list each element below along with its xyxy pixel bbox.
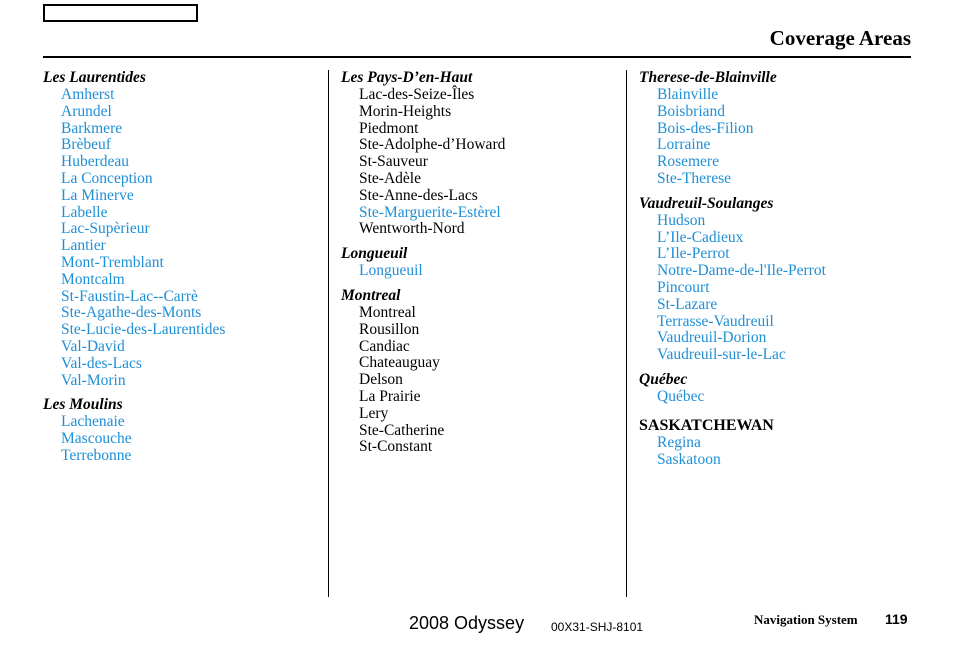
city-item: Ste-Catherine [359, 421, 445, 439]
column-divider [626, 70, 627, 597]
column-3 [639, 68, 924, 468]
city-link[interactable]: Vaudreuil-sur-le-Lac [657, 346, 786, 364]
header-rule [43, 56, 911, 58]
city-link[interactable]: Labelle [61, 203, 108, 221]
city-link[interactable]: Notre-Dame-de-l'Ile-Perrot [657, 262, 826, 280]
city-link[interactable]: Val-Morin [61, 371, 126, 389]
city-link[interactable]: Montcalm [61, 270, 125, 288]
city-list [639, 435, 924, 469]
city-item: Ste-Anne-des-Lacs [359, 186, 478, 204]
city-link[interactable]: St-Faustin-Lac--Carrè [61, 287, 198, 305]
city-item: Ste-Adolphe-d’Howard [359, 136, 506, 154]
region-heading: Les Moulins [43, 396, 123, 414]
city-link[interactable]: Val-des-Lacs [61, 354, 142, 372]
region-heading: Vaudreuil-Soulanges [639, 194, 774, 212]
city-link[interactable]: Arundel [61, 102, 112, 120]
column-divider [328, 70, 329, 597]
city-link[interactable]: Pincourt [657, 278, 710, 296]
city-list [639, 389, 924, 406]
city-link[interactable]: Ste-Lucie-des-Laurentides [61, 321, 226, 339]
city-link[interactable]: Amherst [61, 86, 115, 103]
column-2 [341, 68, 626, 456]
city-link[interactable]: Québec [657, 387, 705, 405]
city-list [639, 87, 924, 188]
city-item: Wentworth-Nord [359, 220, 465, 238]
city-link[interactable]: Barkmere [61, 119, 123, 137]
page-number: 119 [885, 611, 908, 627]
city-link[interactable]: Terrebonne [61, 446, 132, 464]
city-link[interactable]: Mascouche [61, 430, 132, 448]
city-link[interactable]: Huberdeau [61, 153, 129, 171]
city-link[interactable]: Ste-Therese [657, 169, 732, 187]
city-list [43, 87, 328, 389]
city-link[interactable]: Ste-Agathe-des-Monts [61, 304, 202, 322]
region-heading: Montreal [341, 286, 401, 304]
city-item: Lery [359, 404, 389, 422]
city-item: Montreal [359, 303, 416, 321]
column-1 [43, 68, 328, 465]
city-item: St-Constant [359, 438, 433, 456]
region-heading: Longueuil [341, 245, 408, 263]
footer-section-name: Navigation System [754, 612, 858, 627]
city-link[interactable]: Blainville [657, 86, 719, 103]
region-heading: Therese-de-Blainville [639, 69, 777, 86]
city-link[interactable]: La Minerve [61, 186, 134, 204]
city-link[interactable]: Regina [657, 433, 701, 451]
region-heading: Québec [639, 370, 688, 388]
city-link[interactable]: Lachenaie [61, 413, 125, 431]
city-item: Piedmont [359, 119, 419, 137]
region-heading: Les Laurentides [43, 69, 146, 86]
city-link[interactable]: Ste-Marguerite-Estèrel [359, 203, 501, 221]
city-link[interactable]: Lorraine [657, 136, 711, 154]
city-link[interactable]: Mont-Tremblant [61, 253, 164, 271]
city-item: Ste-Adèle [359, 169, 421, 187]
city-link[interactable]: Vaudreuil-Dorion [657, 329, 767, 347]
city-item: Morin-Heights [359, 102, 452, 120]
city-link[interactable]: Val-David [61, 337, 125, 355]
footer-model: 2008 Odyssey [409, 613, 525, 633]
city-item: Chateauguay [359, 354, 440, 372]
city-link[interactable]: La Conception [61, 169, 153, 187]
city-link[interactable]: Saskatoon [657, 450, 721, 468]
city-link[interactable]: Hudson [657, 211, 706, 229]
region-heading: Les Pays-D’en-Haut [341, 69, 473, 86]
city-item: Delson [359, 371, 403, 389]
footer-code: 00X31-SHJ-8101 [551, 620, 644, 634]
city-item: La Prairie [359, 387, 421, 405]
city-list [341, 263, 626, 280]
city-list [341, 305, 626, 456]
header-box [43, 4, 198, 22]
city-item: Rousillon [359, 320, 420, 338]
city-link[interactable]: L’Ile-Cadieux [657, 228, 744, 246]
city-list [43, 414, 328, 464]
city-item: Candiac [359, 337, 410, 355]
city-link[interactable]: Brèbeuf [61, 136, 111, 154]
city-link[interactable]: St-Lazare [657, 295, 718, 313]
city-link[interactable]: Terrasse-Vaudreuil [657, 312, 774, 330]
city-item: St-Sauveur [359, 153, 428, 171]
city-link[interactable]: L’Ile-Perrot [657, 245, 730, 263]
city-item: Lac-des-Seize-Îles [359, 86, 475, 103]
city-link[interactable]: Lac-Supèrieur [61, 220, 150, 238]
city-link[interactable]: Boisbriand [657, 102, 726, 120]
city-link[interactable]: Bois-des-Filion [657, 119, 754, 137]
city-list [639, 213, 924, 364]
city-link[interactable]: Lantier [61, 237, 106, 255]
city-link[interactable]: Longueuil [359, 262, 423, 280]
page-title: Coverage Areas [769, 26, 911, 50]
city-link[interactable]: Rosemere [657, 153, 719, 171]
city-list [341, 87, 626, 238]
region-heading: SASKATCHEWAN [639, 416, 774, 434]
